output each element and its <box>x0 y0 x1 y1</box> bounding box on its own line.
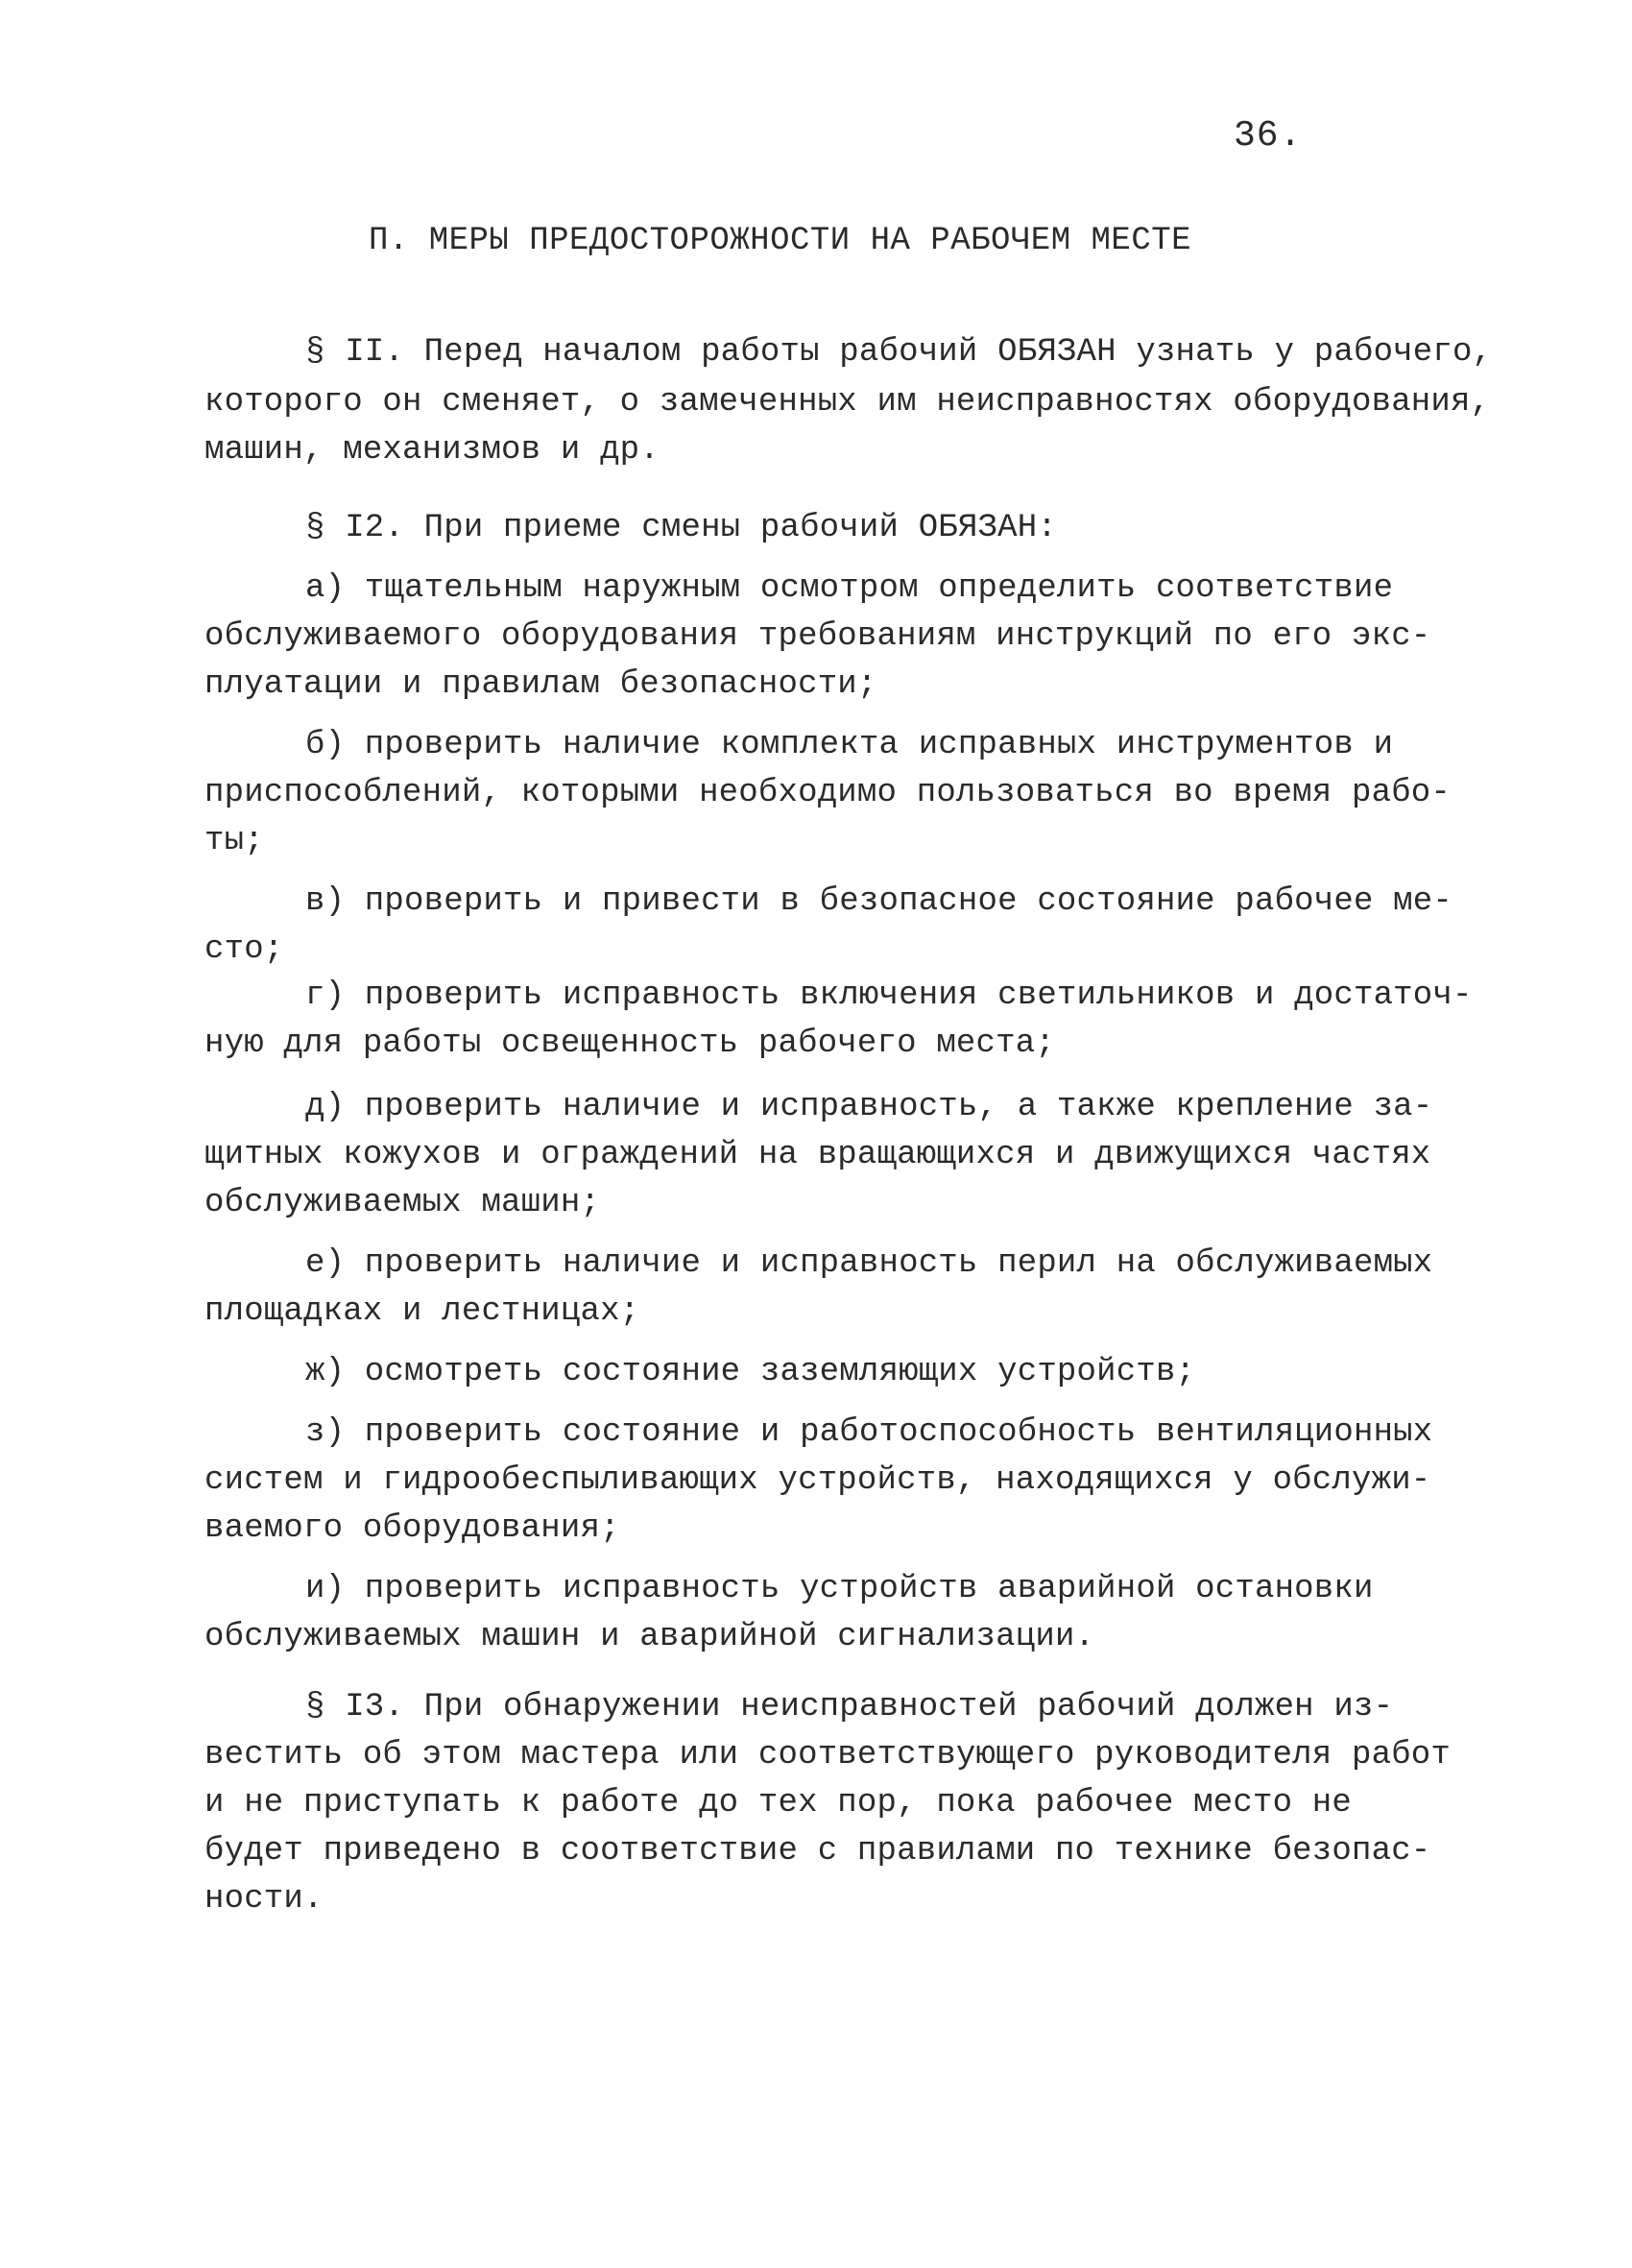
text-line: и не приступать к работе до тех пор, пока рабочее место не <box>204 1785 1352 1822</box>
text-line: в) проверить и привести в безопасное состояние рабочее ме- <box>305 883 1452 920</box>
text-line: § I2. При приеме смены рабочий ОБЯЗАН: <box>305 510 1057 546</box>
text-line: обслуживаемого оборудования требованиям инструкций по его экс- <box>204 618 1431 655</box>
text-line: ную для работы освещенность рабочего места; <box>204 1025 1055 1062</box>
text-line: г) проверить исправность включения светильников и достаточ- <box>305 977 1473 1014</box>
text-line: обслуживаемых машин; <box>204 1185 601 1221</box>
text-line: плуатации и правилам безопасности; <box>204 666 877 703</box>
section-title: П. МЕРЫ ПРЕДОСТОРОЖНОСТИ НА РАБОЧЕМ МЕСТЕ <box>369 223 1192 259</box>
text-line: з) проверить состояние и работоспособность вентиляционных <box>305 1414 1433 1451</box>
text-line: и) проверить исправность устройств аварийной остановки <box>305 1571 1374 1607</box>
text-line: § II. Перед началом работы рабочий ОБЯЗАН узнать у рабочего, <box>305 334 1493 371</box>
text-line: вестить об этом мастера или соответствующего руководителя работ <box>204 1737 1452 1773</box>
text-line: д) проверить наличие и исправность, а также крепление за- <box>305 1089 1433 1125</box>
text-line: будет приведено в соответствие с правилами по технике безопас- <box>204 1833 1431 1870</box>
text-line: обслуживаемых машин и аварийной сигнализации. <box>204 1619 1095 1655</box>
text-line: площадках и лестницах; <box>204 1293 640 1330</box>
text-line: щитных кожухов и ограждений на вращающихся и движущихся частях <box>204 1137 1431 1173</box>
text-line: ваемого оборудования; <box>204 1510 620 1547</box>
text-line: которого он сменяет, о замеченных им неисправностях оборудования, <box>204 384 1491 421</box>
text-line: сто; <box>204 931 284 968</box>
text-line: а) тщательным наружным осмотром определить соответствие <box>305 570 1394 607</box>
text-line: § I3. При обнаружении неисправностей рабочий должен из- <box>305 1689 1394 1725</box>
page-number: 36. <box>1234 115 1303 157</box>
text-line: ты; <box>204 823 264 859</box>
text-line: машин, механизмов и др. <box>204 432 660 469</box>
text-line: е) проверить наличие и исправность перил на обслуживаемых <box>305 1245 1433 1282</box>
text-line: приспособлений, которыми необходимо пользоваться во время рабо- <box>204 775 1452 811</box>
text-line: систем и гидрообеспыливающих устройств, находящихся у обслужи- <box>204 1462 1431 1499</box>
text-line: ности. <box>204 1881 324 1918</box>
text-line: ж) осмотреть состояние заземляющих устройств; <box>305 1354 1196 1390</box>
text-line: б) проверить наличие комплекта исправных инструментов и <box>305 727 1394 763</box>
